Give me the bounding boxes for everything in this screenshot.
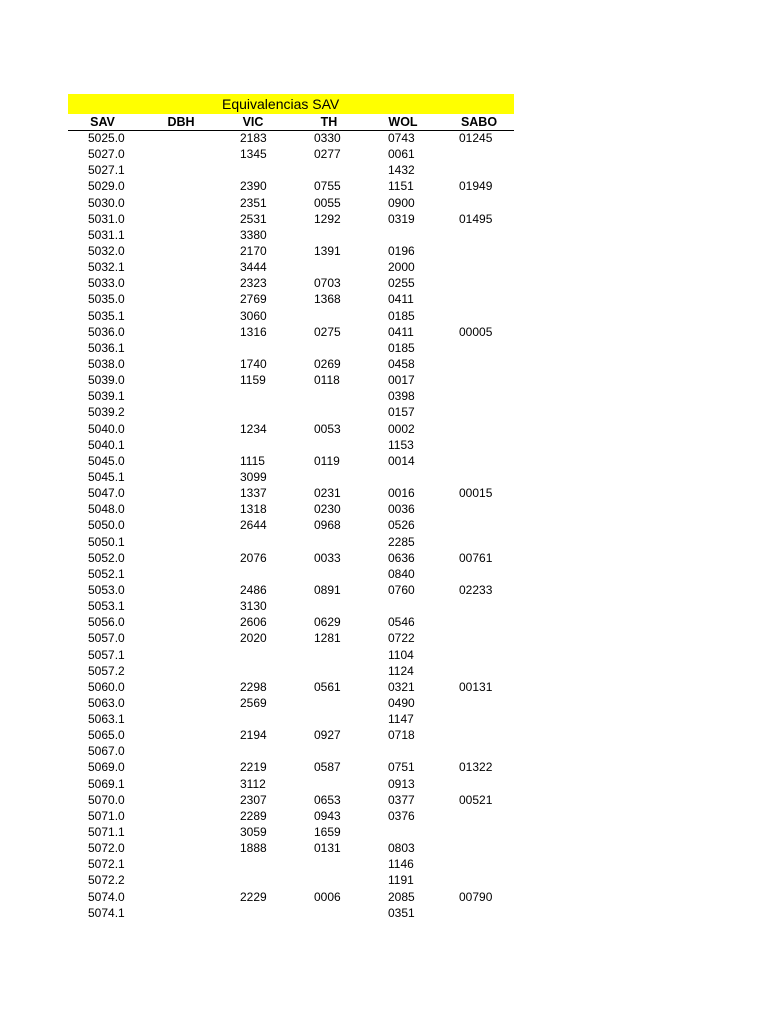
cell-vic: 2194 bbox=[240, 728, 267, 743]
table-row bbox=[68, 759, 514, 775]
cell-th: 0653 bbox=[314, 792, 341, 807]
cell-wol: 0351 bbox=[388, 905, 415, 920]
column-header-wol: WOL bbox=[388, 115, 418, 129]
cell-sav: 5038.0 bbox=[88, 356, 125, 371]
cell-sav: 5072.2 bbox=[88, 873, 125, 888]
cell-wol: 0376 bbox=[388, 808, 415, 823]
cell-wol: 0722 bbox=[388, 631, 415, 646]
table-row bbox=[68, 630, 514, 646]
cell-sav: 5027.0 bbox=[88, 147, 125, 162]
cell-vic: 1337 bbox=[240, 486, 267, 501]
cell-sav: 5069.0 bbox=[88, 760, 125, 775]
table-row bbox=[68, 437, 514, 453]
cell-vic: 2298 bbox=[240, 679, 267, 694]
cell-wol: 0900 bbox=[388, 195, 415, 210]
cell-vic: 3099 bbox=[240, 469, 267, 484]
table-row bbox=[68, 727, 514, 743]
cell-th: 1368 bbox=[314, 292, 341, 307]
cell-sav: 5040.0 bbox=[88, 421, 125, 436]
column-header-th: TH bbox=[320, 115, 338, 129]
cell-th: 0006 bbox=[314, 889, 341, 904]
cell-vic: 3059 bbox=[240, 825, 267, 840]
table-row bbox=[68, 905, 514, 921]
cell-th: 0561 bbox=[314, 679, 341, 694]
cell-th: 0755 bbox=[314, 179, 341, 194]
cell-sav: 5035.0 bbox=[88, 292, 125, 307]
cell-sav: 5067.0 bbox=[88, 744, 125, 759]
cell-wol: 0490 bbox=[388, 695, 415, 710]
cell-wol: 0185 bbox=[388, 308, 415, 323]
cell-sav: 5031.0 bbox=[88, 211, 125, 226]
cell-wol: 0061 bbox=[388, 147, 415, 162]
cell-wol: 0377 bbox=[388, 792, 415, 807]
cell-th: 1659 bbox=[314, 825, 341, 840]
cell-sav: 5069.1 bbox=[88, 776, 125, 791]
cell-wol: 0398 bbox=[388, 389, 415, 404]
cell-vic: 2644 bbox=[240, 518, 267, 533]
cell-wol: 0546 bbox=[388, 615, 415, 630]
cell-wol: 0016 bbox=[388, 486, 415, 501]
cell-wol: 2085 bbox=[388, 889, 415, 904]
cell-sav: 5033.0 bbox=[88, 276, 125, 291]
cell-sav: 5063.0 bbox=[88, 695, 125, 710]
cell-th: 0269 bbox=[314, 356, 341, 371]
cell-wol: 0185 bbox=[388, 340, 415, 355]
cell-sav: 5057.0 bbox=[88, 631, 125, 646]
table-row bbox=[68, 872, 514, 888]
cell-wol: 0157 bbox=[388, 405, 415, 420]
cell-sav: 5029.0 bbox=[88, 179, 125, 194]
table-row bbox=[68, 889, 514, 905]
table-row bbox=[68, 195, 514, 211]
cell-th: 0131 bbox=[314, 841, 341, 856]
table-row bbox=[68, 404, 514, 420]
cell-wol: 0014 bbox=[388, 453, 415, 468]
cell-th: 1292 bbox=[314, 211, 341, 226]
cell-th: 0891 bbox=[314, 582, 341, 597]
cell-wol: 1153 bbox=[388, 437, 414, 452]
cell-sav: 5036.0 bbox=[88, 324, 125, 339]
cell-th: 0033 bbox=[314, 550, 341, 565]
table-row bbox=[68, 808, 514, 824]
cell-sav: 5065.0 bbox=[88, 728, 125, 743]
cell-th: 0587 bbox=[314, 760, 341, 775]
cell-wol: 1151 bbox=[388, 179, 414, 194]
cell-sav: 5052.1 bbox=[88, 566, 125, 581]
cell-vic: 1115 bbox=[240, 453, 265, 468]
cell-wol: 2000 bbox=[388, 260, 415, 275]
cell-sav: 5039.0 bbox=[88, 373, 125, 388]
cell-sabo: 01322 bbox=[459, 760, 493, 775]
cell-sav: 5047.0 bbox=[88, 486, 125, 501]
table-row bbox=[68, 663, 514, 679]
cell-sabo: 00761 bbox=[459, 550, 493, 565]
cell-sabo: 01949 bbox=[459, 179, 493, 194]
cell-wol: 0718 bbox=[388, 728, 415, 743]
cell-th: 0943 bbox=[314, 808, 341, 823]
table-row bbox=[68, 291, 514, 307]
table-row bbox=[68, 824, 514, 840]
table-row bbox=[68, 792, 514, 808]
cell-sav: 5063.1 bbox=[88, 712, 125, 727]
cell-sav: 5053.0 bbox=[88, 582, 125, 597]
sheet-title: Equivalencias SAV bbox=[222, 96, 340, 112]
cell-wol: 0913 bbox=[388, 776, 415, 791]
table-row bbox=[68, 162, 514, 178]
table-row bbox=[68, 388, 514, 404]
cell-sav: 5052.0 bbox=[88, 550, 125, 565]
column-header-sabo: SABO bbox=[460, 115, 498, 129]
cell-vic: 2020 bbox=[240, 631, 267, 646]
cell-sav: 5057.2 bbox=[88, 663, 125, 678]
table-row bbox=[68, 534, 514, 550]
cell-sav: 5048.0 bbox=[88, 502, 125, 517]
cell-wol: 0002 bbox=[388, 421, 415, 436]
table-row bbox=[68, 566, 514, 582]
cell-vic: 2219 bbox=[240, 760, 267, 775]
table-row bbox=[68, 695, 514, 711]
cell-sav: 5032.0 bbox=[88, 243, 125, 258]
table-row bbox=[68, 259, 514, 275]
table-row bbox=[68, 340, 514, 356]
cell-sav: 5056.0 bbox=[88, 615, 125, 630]
table-row bbox=[68, 275, 514, 291]
cell-vic: 1345 bbox=[240, 147, 267, 162]
cell-vic: 3444 bbox=[240, 260, 267, 275]
table-row bbox=[68, 856, 514, 872]
cell-vic: 2307 bbox=[240, 792, 267, 807]
cell-sav: 5039.1 bbox=[88, 389, 125, 404]
cell-th: 0119 bbox=[314, 453, 340, 468]
column-header-vic: VIC bbox=[242, 115, 264, 129]
cell-sav: 5074.0 bbox=[88, 889, 125, 904]
cell-sav: 5072.0 bbox=[88, 841, 125, 856]
cell-sabo: 00521 bbox=[459, 792, 493, 807]
table-row bbox=[68, 517, 514, 533]
cell-sav: 5072.1 bbox=[88, 857, 125, 872]
cell-wol: 0760 bbox=[388, 582, 415, 597]
table-row bbox=[68, 598, 514, 614]
table-row bbox=[68, 243, 514, 259]
table-row bbox=[68, 501, 514, 517]
cell-wol: 0255 bbox=[388, 276, 415, 291]
cell-th: 0055 bbox=[314, 195, 341, 210]
cell-sabo: 00015 bbox=[459, 486, 493, 501]
cell-wol: 1432 bbox=[388, 163, 415, 178]
cell-vic: 2183 bbox=[240, 131, 267, 145]
table-row bbox=[68, 308, 514, 324]
cell-wol: 0321 bbox=[388, 679, 415, 694]
table-header bbox=[68, 114, 514, 131]
cell-sav: 5030.0 bbox=[88, 195, 125, 210]
cell-wol: 0840 bbox=[388, 566, 415, 581]
cell-vic: 1318 bbox=[240, 502, 267, 517]
cell-wol: 2285 bbox=[388, 534, 415, 549]
cell-vic: 2351 bbox=[240, 195, 267, 210]
cell-sav: 5031.1 bbox=[88, 227, 125, 242]
cell-vic: 2606 bbox=[240, 615, 267, 630]
cell-sav: 5060.0 bbox=[88, 679, 125, 694]
cell-wol: 0411 bbox=[388, 324, 414, 339]
cell-vic: 2323 bbox=[240, 276, 267, 291]
cell-sav: 5070.0 bbox=[88, 792, 125, 807]
table-row bbox=[68, 776, 514, 792]
table-row bbox=[68, 178, 514, 194]
table-row bbox=[68, 614, 514, 630]
cell-vic: 2390 bbox=[240, 179, 267, 194]
column-header-dbh: DBH bbox=[167, 115, 195, 129]
table-row bbox=[68, 469, 514, 485]
cell-vic: 3060 bbox=[240, 308, 267, 323]
cell-vic: 3130 bbox=[240, 599, 267, 614]
cell-vic: 2769 bbox=[240, 292, 267, 307]
cell-sabo: 00005 bbox=[459, 324, 493, 339]
table-row bbox=[68, 227, 514, 243]
table-row bbox=[68, 743, 514, 759]
cell-sav: 5053.1 bbox=[88, 599, 125, 614]
table-row bbox=[68, 711, 514, 727]
table-row bbox=[68, 582, 514, 598]
cell-sav: 5027.1 bbox=[88, 163, 125, 178]
table-row bbox=[68, 372, 514, 388]
cell-vic: 2486 bbox=[240, 582, 267, 597]
cell-th: 0629 bbox=[314, 615, 341, 630]
table-row bbox=[68, 324, 514, 340]
cell-vic: 2229 bbox=[240, 889, 267, 904]
cell-th: 0927 bbox=[314, 728, 341, 743]
cell-th: 0968 bbox=[314, 518, 341, 533]
cell-vic: 1159 bbox=[240, 373, 266, 388]
cell-sav: 5074.1 bbox=[88, 905, 125, 920]
cell-vic: 1740 bbox=[240, 356, 267, 371]
cell-sav: 5050.0 bbox=[88, 518, 125, 533]
cell-vic: 2569 bbox=[240, 695, 267, 710]
cell-vic: 2531 bbox=[240, 211, 267, 226]
cell-sav: 5057.1 bbox=[88, 647, 125, 662]
cell-wol: 0196 bbox=[388, 243, 415, 258]
cell-th: 0277 bbox=[314, 147, 341, 162]
cell-th: 0230 bbox=[314, 502, 341, 517]
table-row bbox=[68, 421, 514, 437]
cell-vic: 1888 bbox=[240, 841, 267, 856]
cell-sabo: 02233 bbox=[459, 582, 493, 597]
cell-sabo: 01495 bbox=[459, 211, 493, 226]
cell-wol: 0803 bbox=[388, 841, 415, 856]
cell-th: 0275 bbox=[314, 324, 341, 339]
cell-wol: 1191 bbox=[388, 873, 414, 888]
table-row bbox=[68, 550, 514, 566]
table-row bbox=[68, 453, 514, 469]
table-row bbox=[68, 647, 514, 663]
table-row bbox=[68, 840, 514, 856]
table-row bbox=[68, 679, 514, 695]
cell-wol: 0017 bbox=[388, 373, 415, 388]
cell-th: 0118 bbox=[314, 373, 340, 388]
cell-vic: 3112 bbox=[240, 776, 266, 791]
cell-wol: 0751 bbox=[388, 760, 415, 775]
cell-th: 0330 bbox=[314, 131, 341, 145]
cell-sav: 5050.1 bbox=[88, 534, 125, 549]
cell-sav: 5071.0 bbox=[88, 808, 125, 823]
table-row bbox=[68, 146, 514, 162]
cell-th: 1281 bbox=[314, 631, 341, 646]
cell-wol: 0526 bbox=[388, 518, 415, 533]
cell-wol: 0458 bbox=[388, 356, 415, 371]
table-row bbox=[68, 356, 514, 372]
cell-sav: 5045.0 bbox=[88, 453, 125, 468]
cell-vic: 1316 bbox=[240, 324, 267, 339]
cell-sav: 5040.1 bbox=[88, 437, 125, 452]
cell-wol: 0636 bbox=[388, 550, 415, 565]
cell-vic: 2076 bbox=[240, 550, 267, 565]
cell-th: 0703 bbox=[314, 276, 341, 291]
cell-th: 1391 bbox=[314, 243, 341, 258]
cell-th: 0231 bbox=[314, 486, 341, 501]
cell-wol: 0743 bbox=[388, 131, 415, 145]
cell-sav: 5025.0 bbox=[88, 131, 125, 145]
table-row bbox=[68, 211, 514, 227]
cell-sav: 5036.1 bbox=[88, 340, 125, 355]
cell-vic: 2170 bbox=[240, 243, 267, 258]
cell-sabo: 00790 bbox=[459, 889, 493, 904]
cell-wol: 0411 bbox=[388, 292, 414, 307]
cell-sav: 5035.1 bbox=[88, 308, 125, 323]
cell-sav: 5039.2 bbox=[88, 405, 125, 420]
column-header-sav: SAV bbox=[90, 115, 115, 129]
cell-wol: 1104 bbox=[388, 647, 414, 662]
cell-wol: 1146 bbox=[388, 857, 414, 872]
cell-vic: 1234 bbox=[240, 421, 267, 436]
cell-vic: 2289 bbox=[240, 808, 267, 823]
cell-vic: 3380 bbox=[240, 227, 267, 242]
cell-wol: 0036 bbox=[388, 502, 415, 517]
cell-sabo: 01245 bbox=[459, 131, 493, 145]
table-body bbox=[68, 130, 514, 921]
cell-th: 0053 bbox=[314, 421, 341, 436]
cell-wol: 1147 bbox=[388, 712, 414, 727]
cell-wol: 0319 bbox=[388, 211, 415, 226]
cell-sabo: 00131 bbox=[459, 679, 493, 694]
cell-sav: 5032.1 bbox=[88, 260, 125, 275]
table-row bbox=[68, 130, 514, 146]
cell-sav: 5045.1 bbox=[88, 469, 125, 484]
table-row bbox=[68, 485, 514, 501]
cell-sav: 5071.1 bbox=[88, 825, 125, 840]
cell-wol: 1124 bbox=[388, 663, 414, 678]
